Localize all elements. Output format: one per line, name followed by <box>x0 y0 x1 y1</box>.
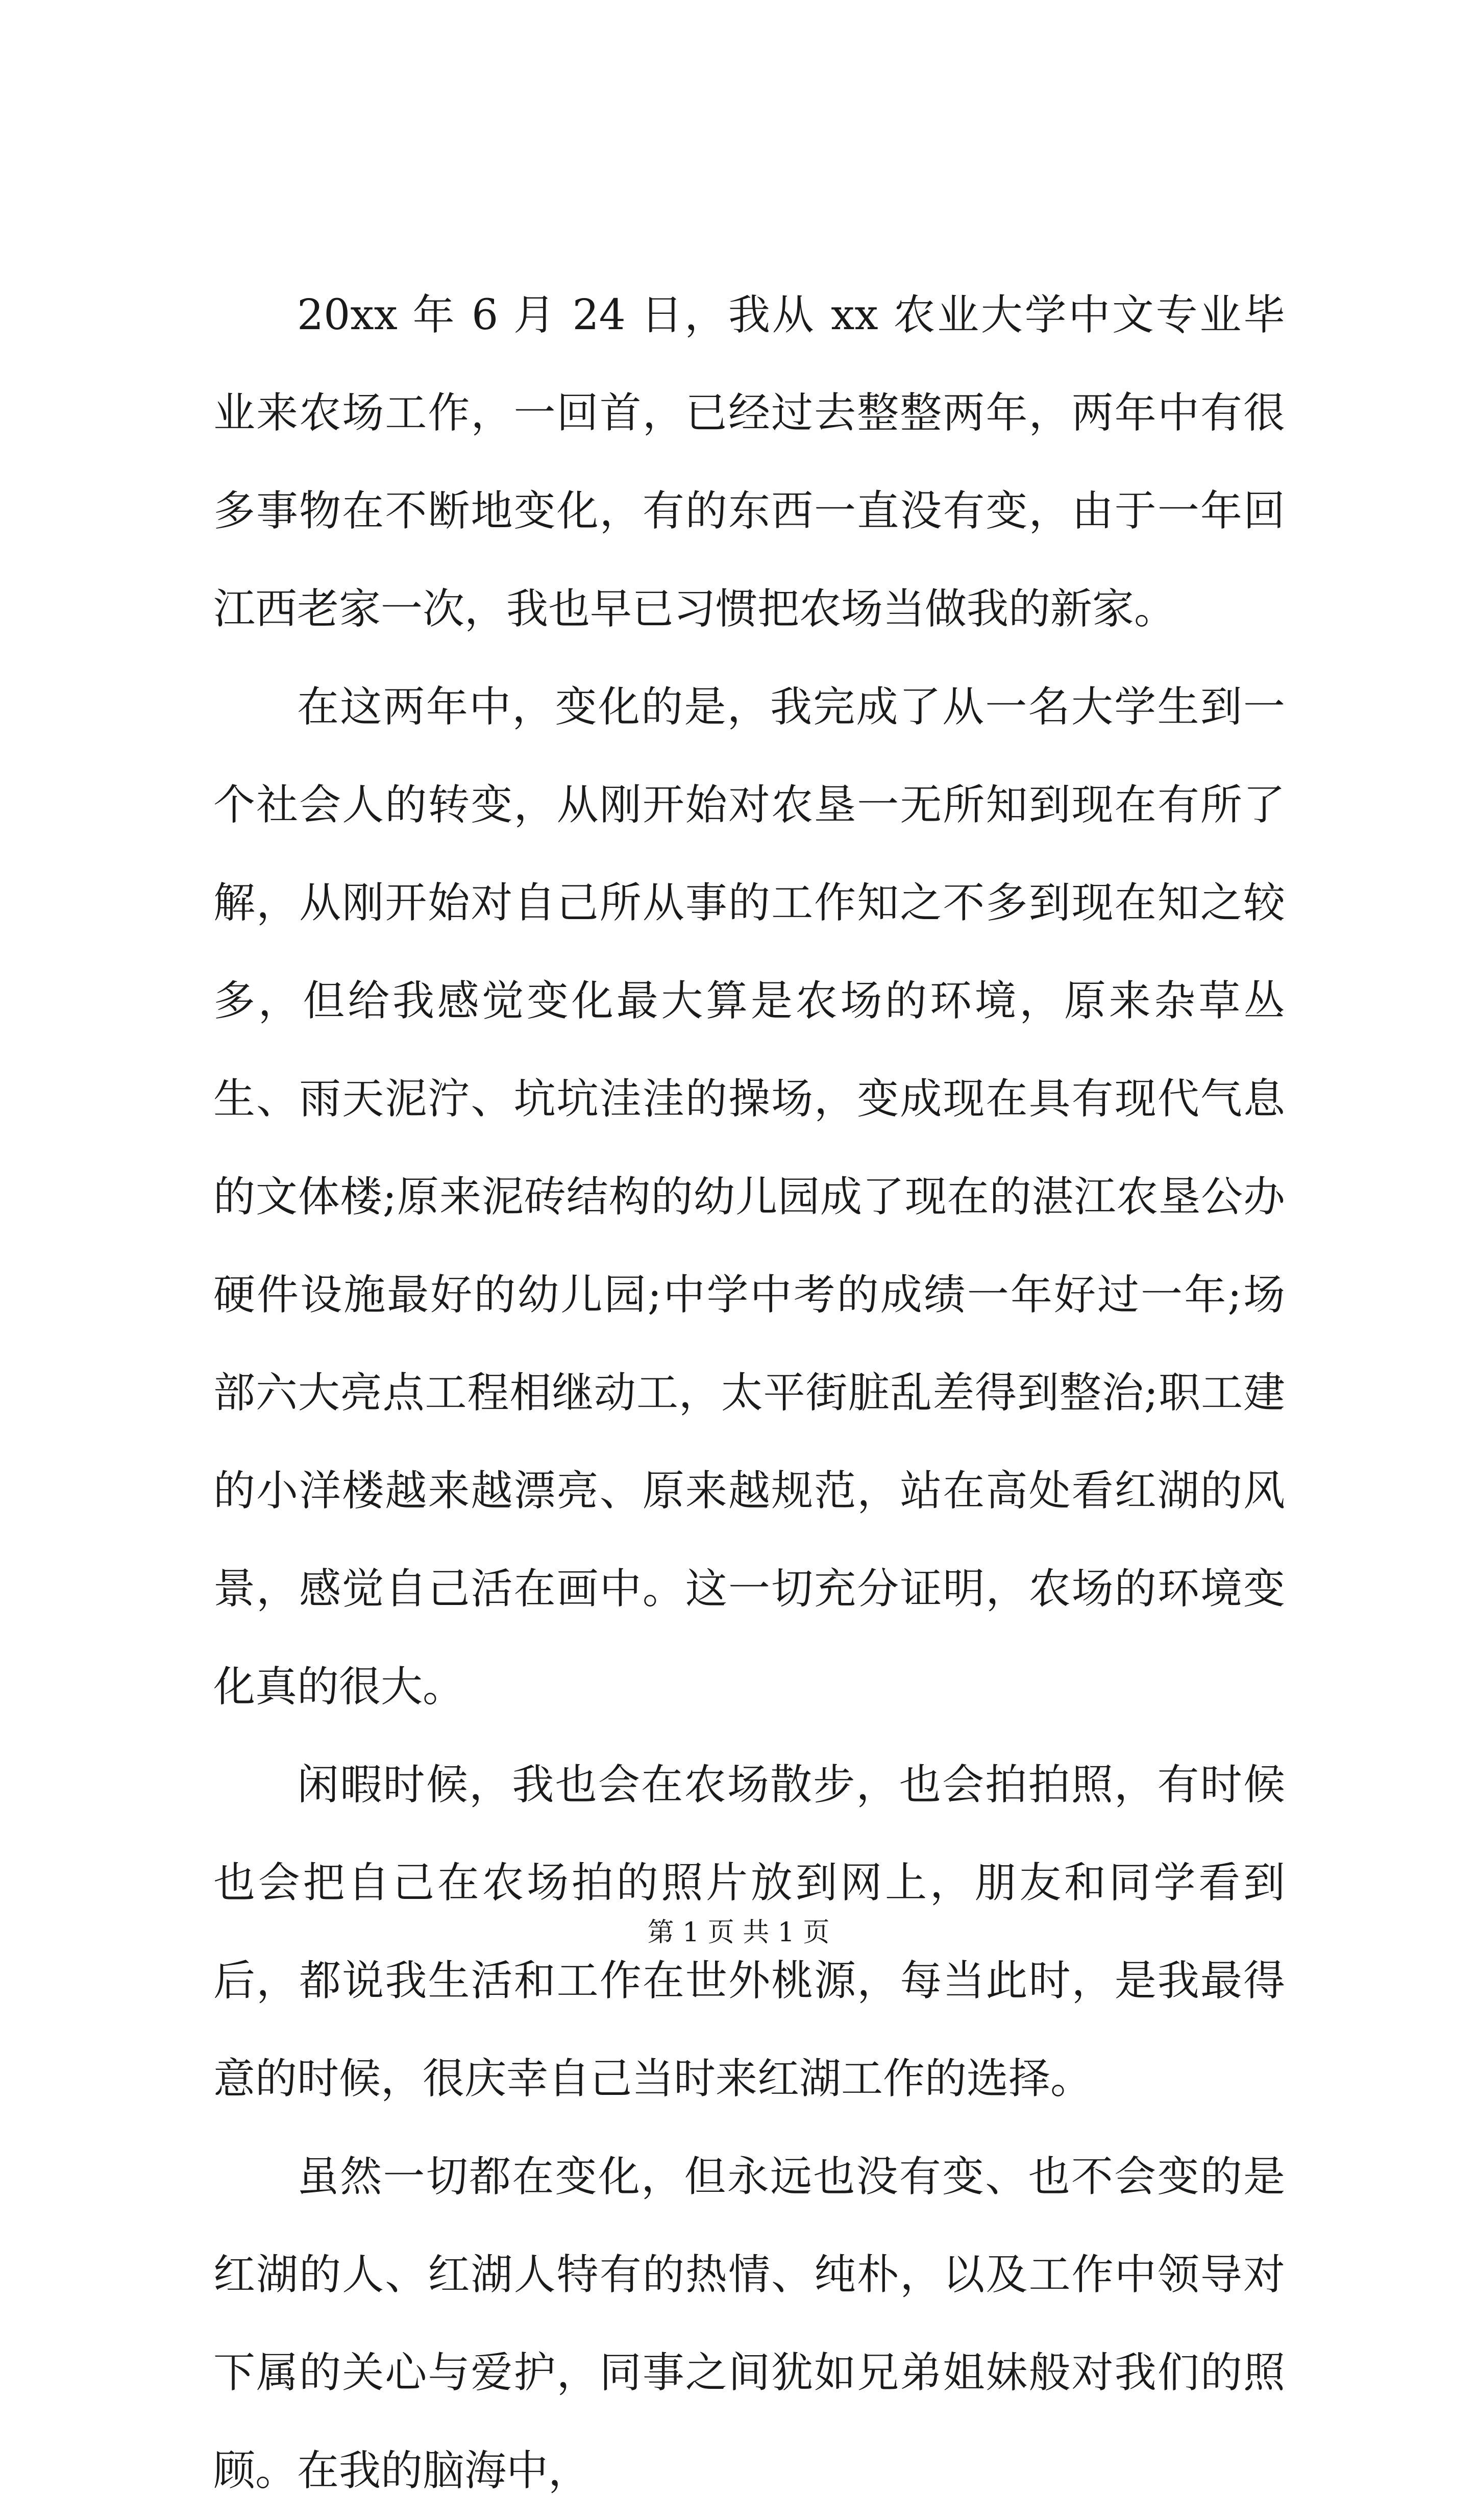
document-body <box>213 266 1285 2520</box>
page-footer: 第 1 页 共 1 页 <box>647 1917 830 1948</box>
paragraph-3: 闲暇时候，我也会在农场散步，也会拍拍照，有时候也会把自己在农场拍的照片放到网上，朋友和同学看到后，都说我生活和工作在世外桃源，每当此时，是我最得意的时候，很庆幸自己当时来红湖工作的选择。 <box>213 1761 1285 2103</box>
paragraph-4: 虽然一切都在变化，但永远也没有变、也不会变的是红湖的人、红湖人特有的热情、纯朴，以及工作中领导对下属的关心与爱护，同事之间犹如兄弟姐妹般对我们的照顾。在我的脑海中， <box>213 2153 1285 2495</box>
paragraph-2: 在这两年中，变化的是，我完成了从一名大学生到一个社会人的转变，从刚开始对农垦一无所知到现在有所了解，从刚开始对自己所从事的工作知之不多到现在知之较多，但给我感觉变化最大算是农场的环境，原来杂草丛生、雨天泥泞、坑坑洼洼的操场，变成现在具有现代气息的文体楼;原来泥砖结构的幼儿园成了现在的湛江农垦公办硬件设施最好的幼儿园;中学中考的成绩一年好过一年;场部六大亮点工程相继动工，太平街脏乱差得到整治;职工建的小洋楼越来越漂亮、原来越规范，站在高处看红湖的风景，感觉自己活在画中。这一切充分证明，农场的环境变化真的很大。 <box>213 683 1285 1711</box>
paragraph-1: 20xx 年 6 月 24 日，我从 xx 农业大学中文专业毕业来农场工作，一回首，已经过去整整两年，两年中有很多事物在不断地变化，有的东西一直没有变，由于一年回江西老家一次，我也早已习惯把农场当做我的新家。 <box>213 291 1285 633</box>
